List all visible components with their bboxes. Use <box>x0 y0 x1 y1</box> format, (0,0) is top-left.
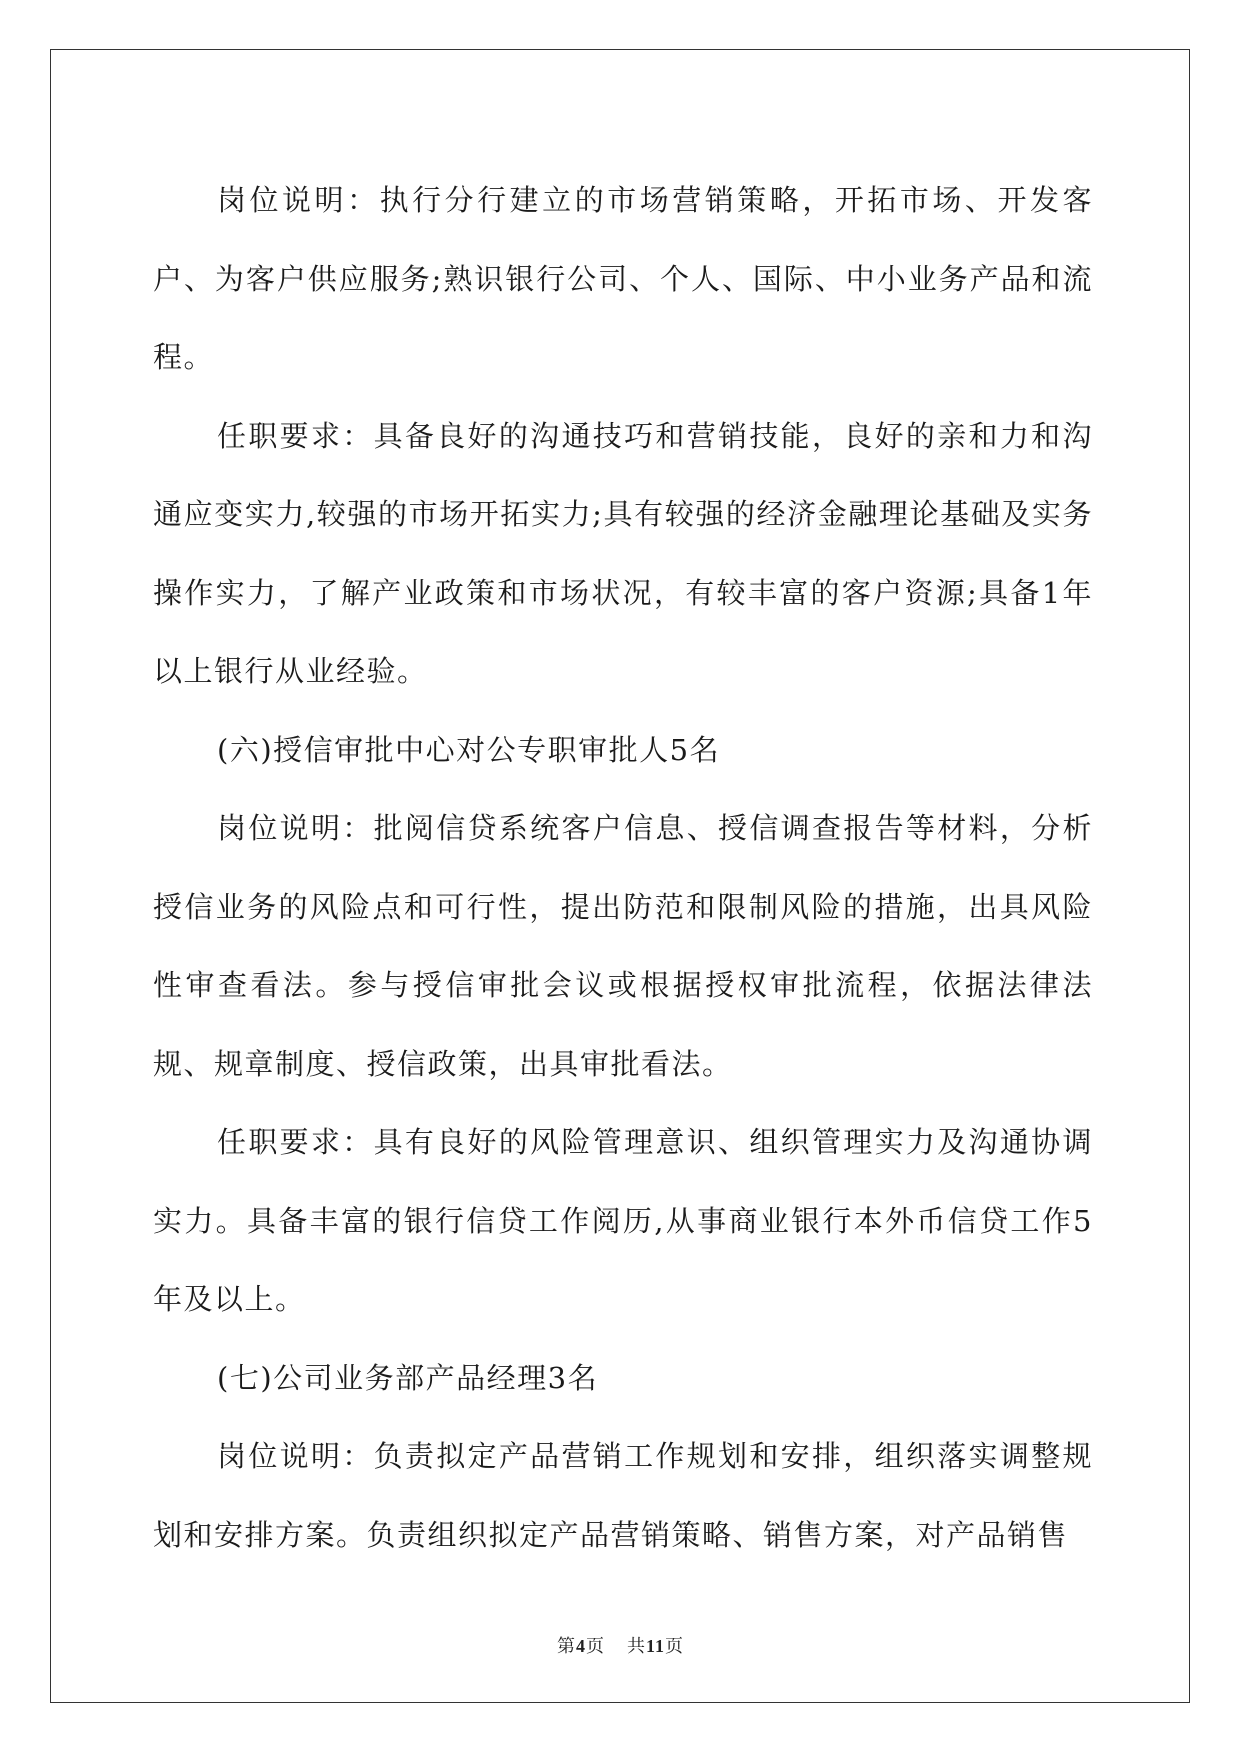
total-prefix: 共 <box>626 1636 646 1656</box>
document-body <box>153 161 1093 1574</box>
total-suffix: 页 <box>665 1636 684 1656</box>
section-heading-credit-approver: (六)授信审批中心对公专职审批人5名 <box>217 732 721 767</box>
section-heading-product-manager: (七)公司业务部产品经理3名 <box>217 1360 599 1395</box>
page-footer <box>0 1632 1241 1658</box>
paragraph-job-description-2: 岗位说明：批阅信贷系统客户信息、授信调查报告等材料，分析授信业务的风险点和可行性，提出防范和限制风险的措施，出具风险性审查看法。参与授信审批会议或根据授权审批流程，依据法律法规、规章制度、授信政策，出具审批看法。 <box>153 811 1093 1081</box>
paragraph-requirements-1: 任职要求：具备良好的沟通技巧和营销技能，良好的亲和力和沟通应变实力,较强的市场开拓实力;具有较强的经济金融理论基础及实务操作实力，了解产业政策和市场状况，有较丰富的客户资源;具备1年以上银行从业经验。 <box>153 418 1093 688</box>
page-prefix: 第 <box>556 1636 576 1656</box>
paragraph-requirements-2: 任职要求：具有良好的风险管理意识、组织管理实力及沟通协调实力。具备丰富的银行信贷工作阅历,从事商业银行本外币信贷工作5年及以上。 <box>153 1125 1093 1316</box>
paragraph-job-description-1: 岗位说明：执行分行建立的市场营销策略，开拓市场、开发客户、为客户供应服务;熟识银行公司、个人、国际、中小业务产品和流程。 <box>153 183 1093 374</box>
page-suffix: 页 <box>585 1636 605 1656</box>
current-page-number: 4 <box>575 1636 586 1656</box>
total-pages-number: 11 <box>645 1636 665 1656</box>
paragraph-job-description-3: 岗位说明：负责拟定产品营销工作规划和安排，组织落实调整规划和安排方案。负责组织拟定产品营销策略、销售方案，对产品销售 <box>153 1439 1093 1552</box>
